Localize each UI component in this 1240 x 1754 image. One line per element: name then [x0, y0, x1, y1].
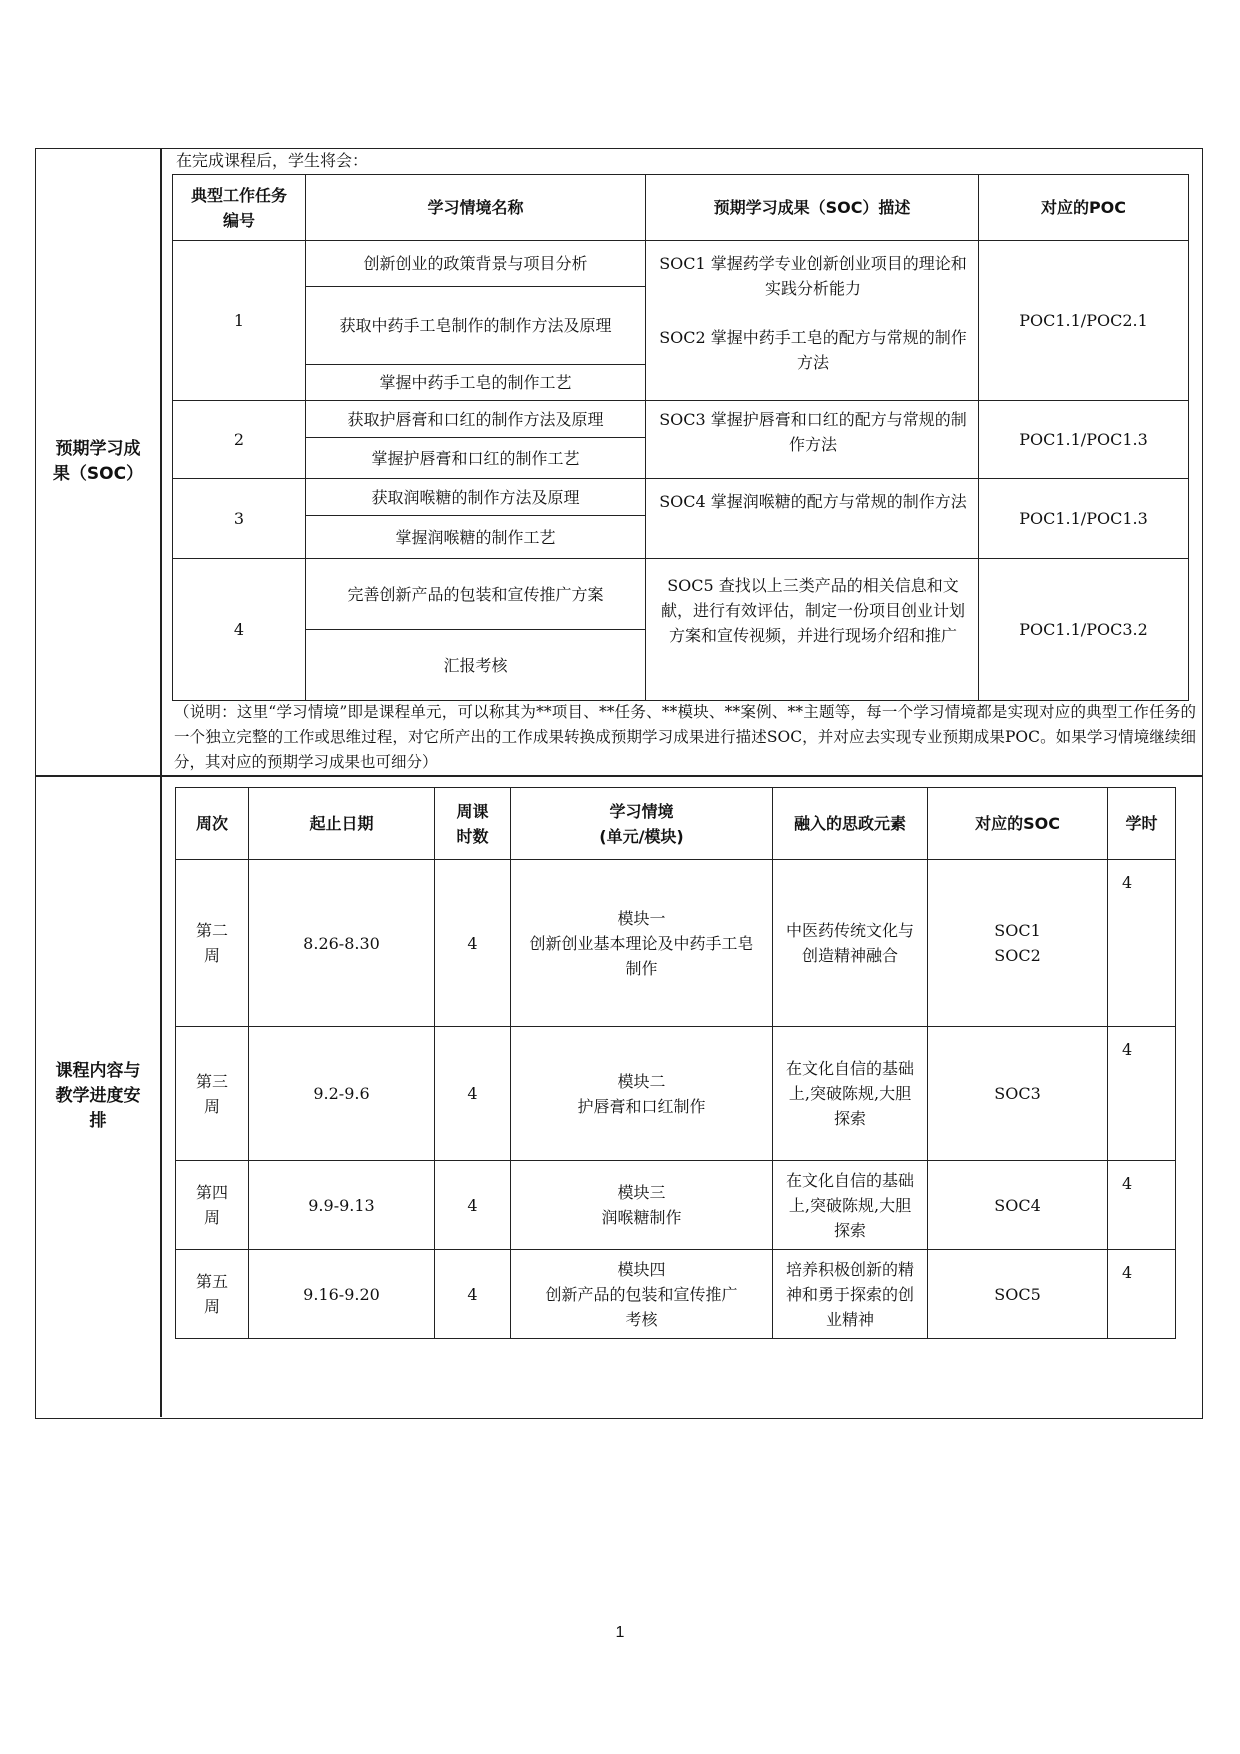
section2-label: 课程内容与教学进度安排	[55, 1060, 141, 1131]
table-row	[173, 559, 1189, 630]
soc-description	[646, 479, 979, 559]
hours-cell: 4	[1108, 1161, 1176, 1250]
soc-description-text: SOC1 掌握药学专业创新创业项目的理论和实践分析能力	[659, 254, 967, 298]
table-row	[176, 1161, 1176, 1250]
situation-name: 获取中药手工皂制作的制作方法及原理	[306, 287, 646, 365]
soc-cell: SOC3	[928, 1027, 1108, 1161]
poc-value: POC1.1/POC2.1	[979, 241, 1189, 401]
table-row	[176, 1027, 1176, 1161]
ideology-cell: 在文化自信的基础上,突破陈规,大胆探索	[773, 1027, 928, 1161]
hours-cell: 4	[1108, 1027, 1176, 1161]
week-cell: 第二周	[176, 860, 249, 1027]
soc-description-text: SOC5 查找以上三类产品的相关信息和文献，进行有效评估，制定一份项目创业计划方案和宣传视频，并进行现场介绍和推广	[660, 576, 965, 645]
table-row	[176, 860, 1176, 1027]
situation-cell: 模块三 润喉糖制作	[511, 1161, 773, 1250]
dates-cell: 9.9-9.13	[249, 1161, 435, 1250]
dates-cell: 9.2-9.6	[249, 1027, 435, 1161]
weekly-hours-cell: 4	[435, 860, 511, 1027]
week-cell: 第三周	[176, 1027, 249, 1161]
soc-cell: SOC4	[928, 1161, 1108, 1250]
header-dates: 起止日期	[249, 788, 435, 860]
soc-description-text: SOC2 掌握中药手工皂的配方与常规的制作方法	[659, 328, 967, 372]
task-number: 4	[173, 559, 306, 701]
soc-cell: SOC1 SOC2	[928, 860, 1108, 1027]
header-soc-description: 预期学习成果（SOC）描述	[646, 175, 979, 241]
header-situation-name: 学习情境名称	[306, 175, 646, 241]
week-cell: 第四周	[176, 1161, 249, 1250]
task-number: 1	[173, 241, 306, 401]
weekly-hours-cell: 4	[435, 1027, 511, 1161]
soc-description	[646, 559, 979, 701]
section1-label: 预期学习成果（SOC）	[52, 439, 144, 484]
column-divider	[160, 149, 162, 1417]
header-ideology: 融入的思政元素	[773, 788, 928, 860]
dates-cell: 9.16-9.20	[249, 1250, 435, 1339]
section1-label-cell	[36, 149, 160, 775]
header-soc: 对应的SOC	[928, 788, 1108, 860]
header-hours: 学时	[1108, 788, 1176, 860]
situation-name: 完善创新产品的包装和宣传推广方案	[306, 559, 646, 630]
soc-cell: SOC5	[928, 1250, 1108, 1339]
situation-name: 汇报考核	[306, 630, 646, 701]
section2-label-cell	[36, 775, 160, 1417]
page-number: 1	[615, 1624, 625, 1641]
poc-value: POC1.1/POC3.2	[979, 559, 1189, 701]
soc-table	[172, 174, 1189, 701]
weekly-hours-cell: 4	[435, 1250, 511, 1339]
poc-value: POC1.1/POC1.3	[979, 479, 1189, 559]
soc-description	[646, 401, 979, 479]
header-week: 周次	[176, 788, 249, 860]
weekly-hours-cell: 4	[435, 1161, 511, 1250]
section1-intro: 在完成课程后，学生将会：	[176, 151, 369, 170]
situation-name: 获取护唇膏和口红的制作方法及原理	[306, 401, 646, 438]
task-number: 2	[173, 401, 306, 479]
table-row	[173, 401, 1189, 438]
row-divider	[36, 775, 1202, 777]
situation-cell: 模块一 创新创业基本理论及中药手工皂制作	[511, 860, 773, 1027]
header-situation: 学习情境 (单元/模块)	[511, 788, 773, 860]
soc-description-text: SOC4 掌握润喉糖的配方与常规的制作方法	[659, 492, 967, 511]
table-row	[176, 1250, 1176, 1339]
section1-note: （说明：这里“学习情境”即是课程单元，可以称其为**项目、**任务、**模块、**案例、**主题等，每一个学习情境都是实现对应的典型工作任务的一个独立完整的工作或思维过程，对它所产出的工作成果转换成预期学习成果进行描述SOC，并对应去实现专业预期成果POC。如果学习情境继续细分，其对应的预期学习成果也可细分）	[174, 703, 1196, 771]
table-row	[173, 241, 1189, 287]
situation-cell: 模块二 护唇膏和口红制作	[511, 1027, 773, 1161]
situation-name: 创新创业的政策背景与项目分析	[306, 241, 646, 287]
soc-table-header-row	[173, 175, 1189, 241]
soc-description	[646, 241, 979, 401]
poc-value: POC1.1/POC1.3	[979, 401, 1189, 479]
situation-cell: 模块四 创新产品的包装和宣传推广 考核	[511, 1250, 773, 1339]
situation-name: 获取润喉糖的制作方法及原理	[306, 479, 646, 516]
soc-description-text: SOC3 掌握护唇膏和口红的配方与常规的制作方法	[659, 410, 967, 454]
dates-cell: 8.26-8.30	[249, 860, 435, 1027]
hours-cell: 4	[1108, 1250, 1176, 1339]
situation-name: 掌握中药手工皂的制作工艺	[306, 365, 646, 401]
schedule-table	[175, 787, 1176, 1339]
week-cell: 第五周	[176, 1250, 249, 1339]
header-weekly-hours: 周课时数	[435, 788, 511, 860]
situation-name: 掌握护唇膏和口红的制作工艺	[306, 438, 646, 479]
header-task-number: 典型工作任务编号	[173, 175, 306, 241]
task-number: 3	[173, 479, 306, 559]
hours-cell: 4	[1108, 860, 1176, 1027]
ideology-cell: 中医药传统文化与创造精神融合	[773, 860, 928, 1027]
ideology-cell: 在文化自信的基础上,突破陈规,大胆探索	[773, 1161, 928, 1250]
table-row	[173, 479, 1189, 516]
header-poc: 对应的POC	[979, 175, 1189, 241]
situation-name: 掌握润喉糖的制作工艺	[306, 516, 646, 559]
schedule-header-row	[176, 788, 1176, 860]
ideology-cell: 培养积极创新的精神和勇于探索的创业精神	[773, 1250, 928, 1339]
